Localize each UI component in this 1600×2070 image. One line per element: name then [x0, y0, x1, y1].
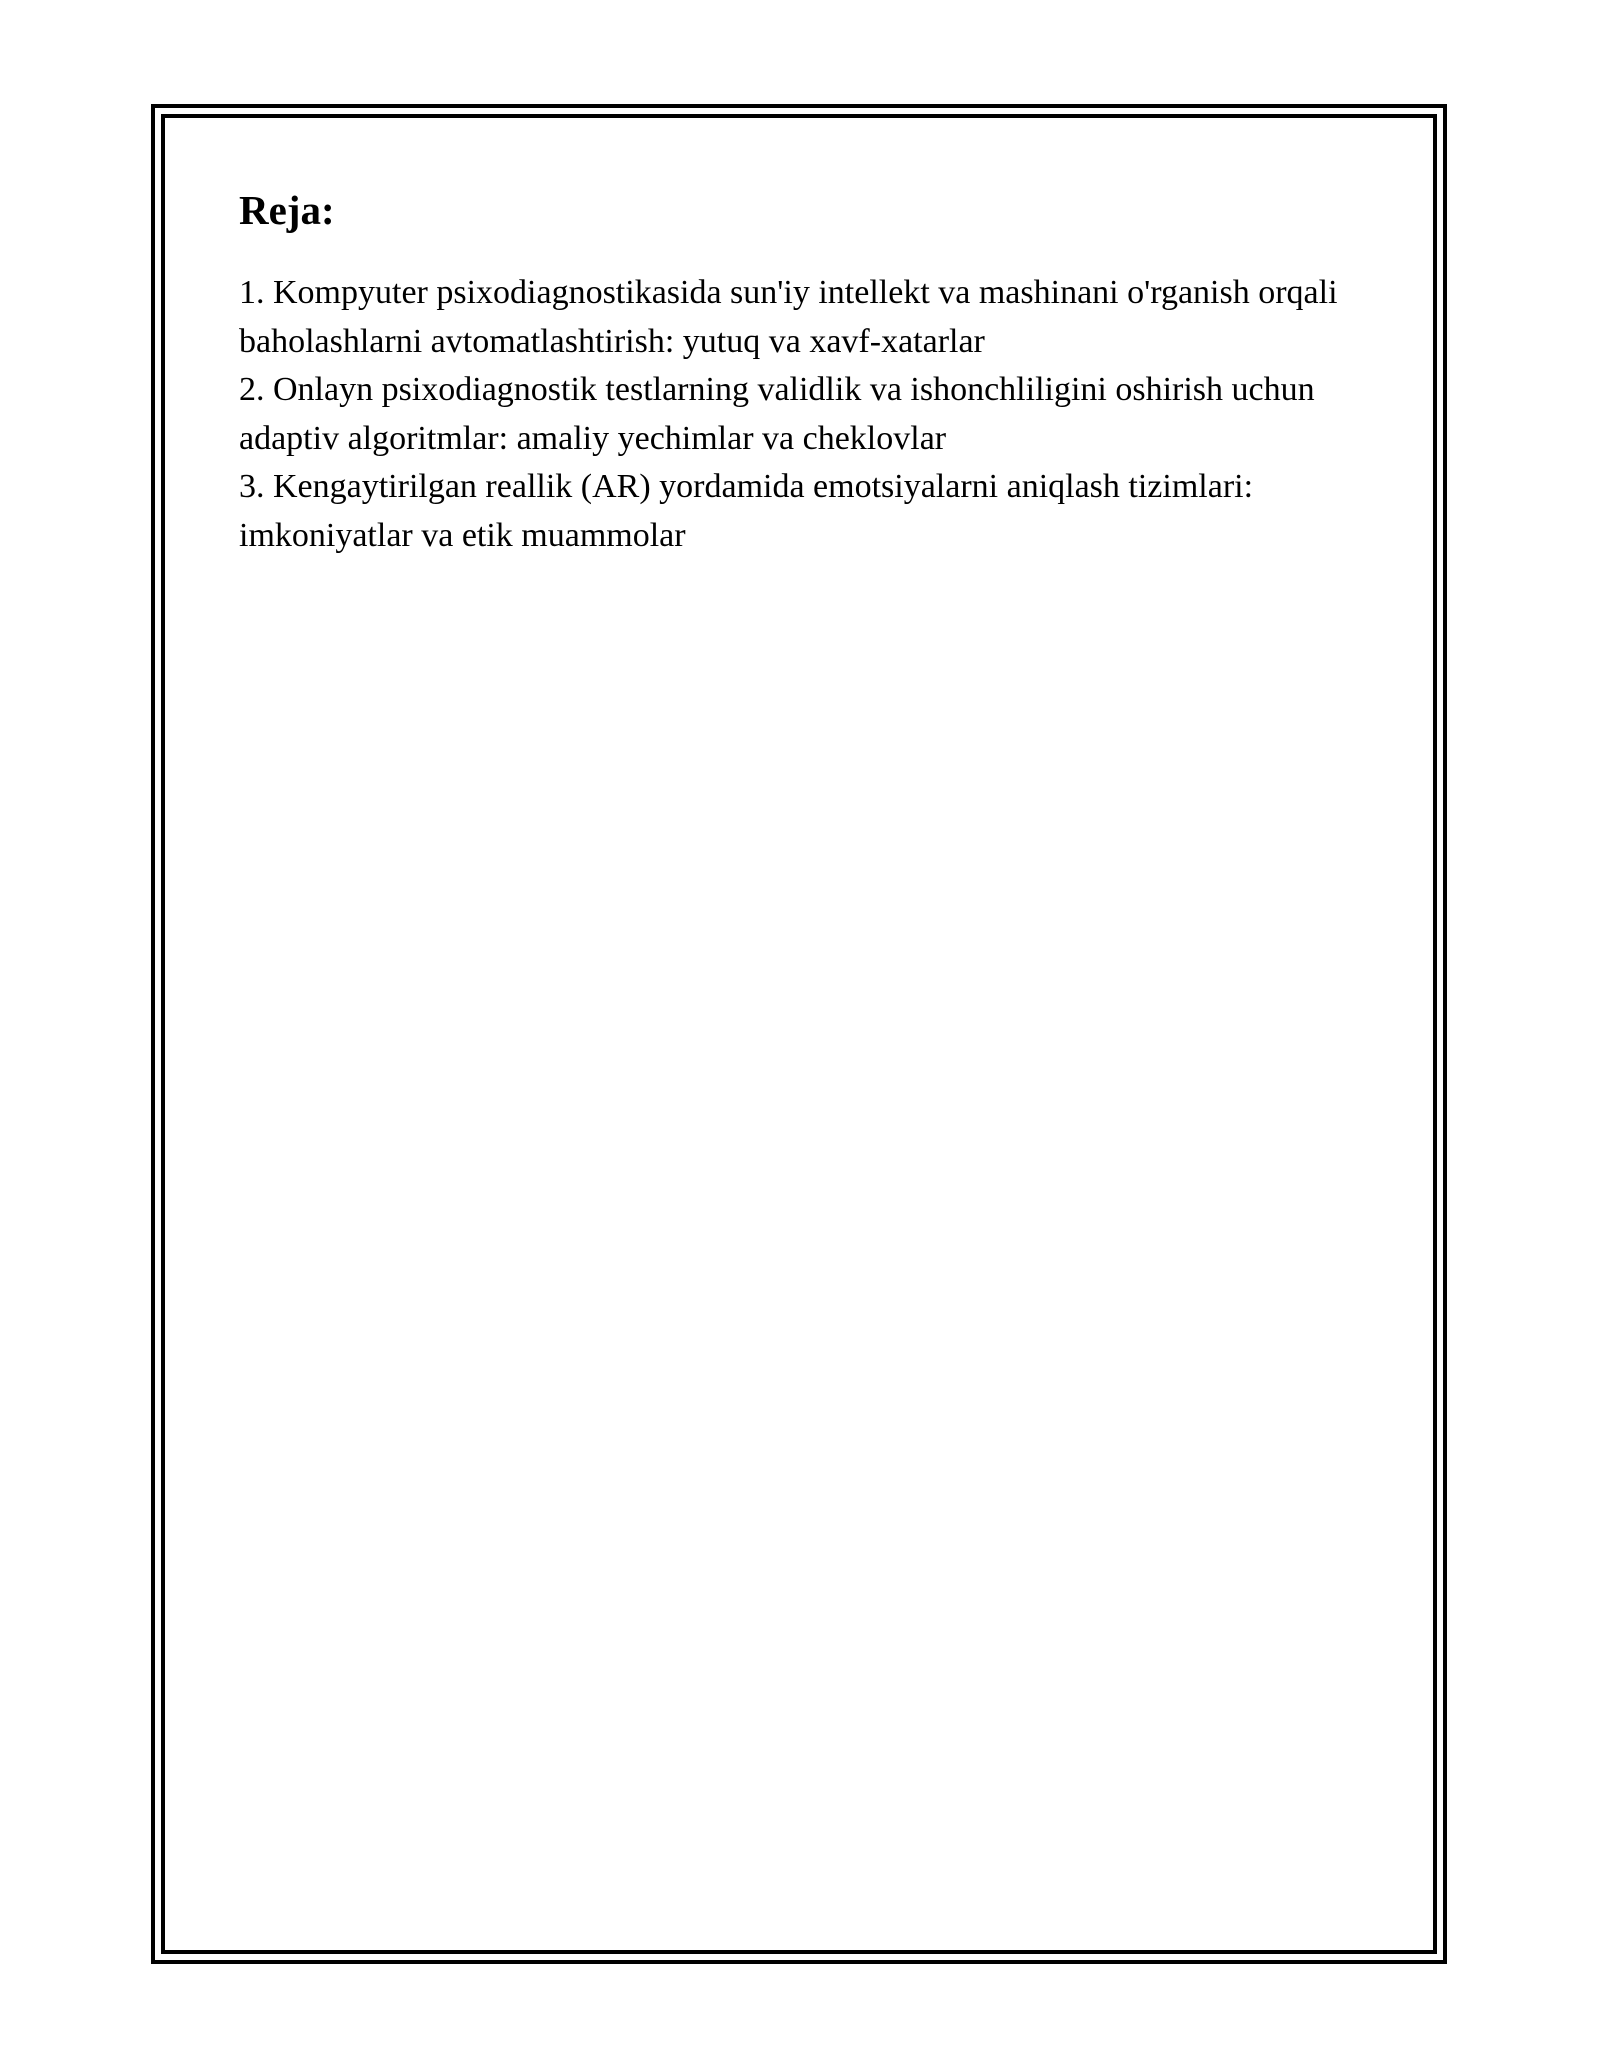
plan-item-2: 2. Onlayn psixodiagnostik testlarning validlik va ishonchliligini oshirish uchun adaptiv algoritmlar: amaliy yechimlar va cheklovlar	[239, 371, 1315, 457]
plan-item-3: 3. Kengaytirilgan reallik (AR) yordamida emotsiyalarni aniqlash tizimlari: imkoniyatlar va etik muammolar	[239, 468, 1254, 554]
page-content	[239, 186, 1359, 560]
plan-item-1: 1. Kompyuter psixodiagnostikasida sun'iy intellekt va mashinani o'rganish orqali baholashlarni avtomatlashtirish: yutuq va xavf-xatarlar	[239, 274, 1338, 360]
page-border-inner	[161, 114, 1437, 1954]
plan-title: Reja:	[239, 187, 335, 233]
plan-list	[239, 269, 1359, 560]
page-border-outer	[151, 104, 1447, 1964]
